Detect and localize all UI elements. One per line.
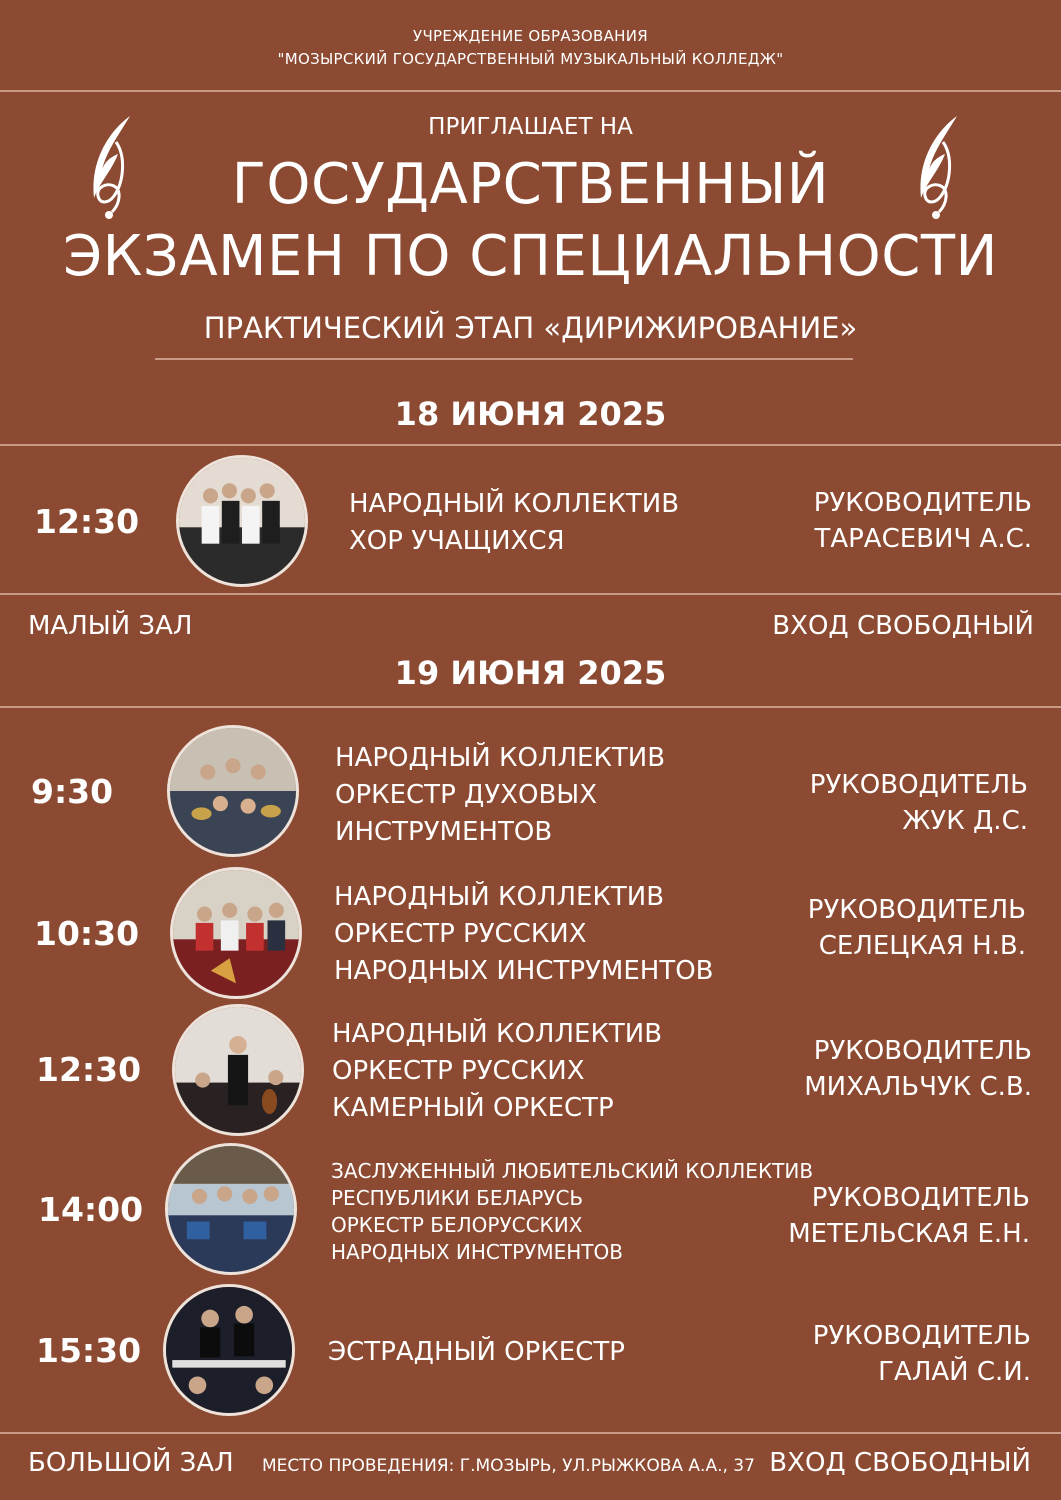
- leader: [814, 485, 1032, 557]
- leader-label: РУКОВОДИТЕЛЬ: [809, 770, 1028, 800]
- ensemble-name: [349, 486, 679, 560]
- ensemble-name: [334, 879, 714, 990]
- date-day-1: 18 ИЮНЯ 2025: [394, 395, 667, 433]
- ensemble-line: НАРОДНЫХ ИНСТРУМЕНТОВ: [331, 1240, 623, 1264]
- ensemble-line: ЭСТРАДНЫЙ ОРКЕСТР: [328, 1337, 625, 1367]
- ensemble-name: [332, 1016, 662, 1127]
- ensemble-name: [335, 740, 665, 851]
- ensemble-line: ОРКЕСТР БЕЛОРУССКИХ: [331, 1213, 583, 1237]
- ensemble-line: НАРОДНЫЙ КОЛЛЕКТИВ: [335, 743, 666, 773]
- leader-label: РУКОВОДИТЕЛЬ: [811, 1183, 1030, 1213]
- ensemble-line: ОРКЕСТР РУССКИХ: [332, 1056, 585, 1086]
- hall-small: МАЛЫЙ ЗАЛ: [28, 611, 193, 641]
- divider: [0, 1432, 1061, 1434]
- title-line-2: ЭКЗАМЕН ПО СПЕЦИАЛЬНОСТИ: [63, 224, 998, 289]
- institution-line-2: "МОЗЫРСКИЙ ГОСУДАРСТВЕННЫЙ МУЗЫКАЛЬНЫЙ КОЛЛЕДЖ": [277, 50, 784, 68]
- ensemble-line: КАМЕРНЫЙ ОРКЕСТР: [332, 1093, 614, 1123]
- leader-label: РУКОВОДИТЕЛЬ: [813, 1036, 1032, 1066]
- leader-label: РУКОВОДИТЕЛЬ: [807, 895, 1026, 925]
- institution-line-1: УЧРЕЖДЕНИЕ ОБРАЗОВАНИЯ: [413, 27, 648, 45]
- ensemble-photo: [176, 455, 308, 587]
- leader: [788, 1180, 1030, 1252]
- ensemble-photo: [165, 1143, 297, 1275]
- leader-label: РУКОВОДИТЕЛЬ: [812, 1321, 1031, 1351]
- leader: [808, 892, 1026, 964]
- ensemble-photo: [167, 725, 299, 857]
- entry-free: ВХОД СВОБОДНЫЙ: [769, 1448, 1031, 1478]
- leader: [813, 1318, 1031, 1390]
- ensemble-photo: [172, 1004, 304, 1136]
- event-time: 10:30: [34, 914, 140, 953]
- leader-name: СЕЛЕЦКАЯ Н.В.: [818, 931, 1026, 961]
- entry-free: ВХОД СВОБОДНЫЙ: [772, 611, 1034, 641]
- ensemble-line: ОРКЕСТР ДУХОВЫХ: [335, 780, 598, 810]
- divider: [0, 706, 1061, 708]
- event-time: 9:30: [31, 772, 114, 811]
- event-time: 12:30: [34, 502, 140, 541]
- leader: [804, 1033, 1032, 1105]
- stage-text: ПРАКТИЧЕСКИЙ ЭТАП «ДИРИЖИРОВАНИЕ»: [203, 311, 858, 345]
- event-time: 15:30: [36, 1331, 142, 1370]
- ensemble-photo: [163, 1284, 295, 1416]
- ensemble-line: РЕСПУБЛИКИ БЕЛАРУСЬ: [331, 1186, 584, 1210]
- ensemble-line: ОРКЕСТР РУССКИХ: [334, 919, 587, 949]
- ensemble-photo: [170, 867, 302, 999]
- divider: [0, 90, 1061, 92]
- leader-name: МИХАЛЬЧУК С.В.: [804, 1072, 1032, 1102]
- leader: [810, 767, 1028, 839]
- date-day-2: 19 ИЮНЯ 2025: [394, 654, 667, 692]
- ensemble-name: [331, 1158, 813, 1266]
- venue-address: МЕСТО ПРОВЕДЕНИЯ: Г.МОЗЫРЬ, УЛ.РЫЖКОВА А.А., 37: [262, 1456, 755, 1476]
- ensemble-line: НАРОДНЫЙ КОЛЛЕКТИВ: [332, 1019, 663, 1049]
- divider: [0, 593, 1061, 595]
- leader-name: ТАРАСЕВИЧ А.С.: [814, 524, 1032, 554]
- invites-text: ПРИГЛАШАЕТ НА: [428, 114, 633, 140]
- event-time: 12:30: [36, 1050, 142, 1089]
- leader-name: ЖУК Д.С.: [902, 806, 1028, 836]
- ensemble-name: [328, 1334, 625, 1371]
- event-time: 14:00: [38, 1190, 144, 1229]
- ensemble-line: НАРОДНЫЙ КОЛЛЕКТИВ: [334, 882, 665, 912]
- leader-name: ГАЛАЙ С.И.: [878, 1357, 1031, 1387]
- hall-big: БОЛЬШОЙ ЗАЛ: [28, 1448, 234, 1478]
- ensemble-line: ИНСТРУМЕНТОВ: [335, 817, 553, 847]
- leader-name: МЕТЕЛЬСКАЯ Е.Н.: [788, 1219, 1030, 1249]
- ensemble-line: НАРОДНЫХ ИНСТРУМЕНТОВ: [334, 956, 714, 986]
- ensemble-line: ХОР УЧАЩИХСЯ: [349, 526, 565, 556]
- stage-underline: [155, 358, 853, 360]
- title-line-1: ГОСУДАРСТВЕННЫЙ: [231, 152, 830, 217]
- ensemble-line: НАРОДНЫЙ КОЛЛЕКТИВ: [349, 489, 680, 519]
- divider: [0, 444, 1061, 446]
- leader-label: РУКОВОДИТЕЛЬ: [813, 488, 1032, 518]
- ensemble-line: ЗАСЛУЖЕННЫЙ ЛЮБИТЕЛЬСКИЙ КОЛЛЕКТИВ: [331, 1159, 814, 1183]
